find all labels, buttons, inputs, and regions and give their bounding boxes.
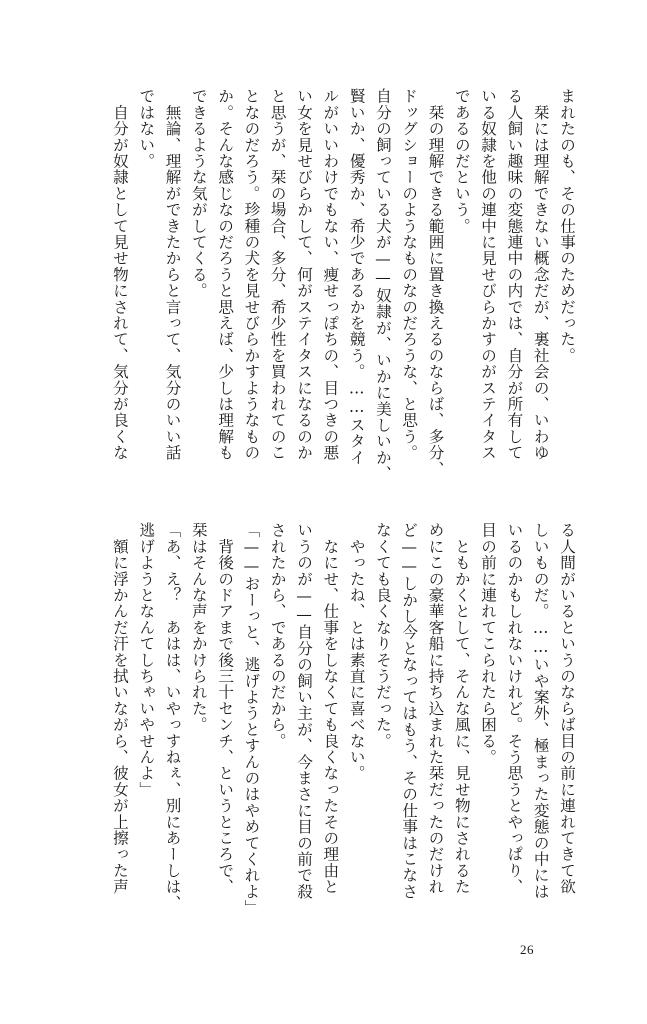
text-line: ともかくとして、そんな風に、見せ物にされるた [452, 522, 471, 895]
text-line: まれたのも、その仕事のためだった。 [558, 88, 576, 364]
text-line: 賢いか、優秀か、希少であるかを競う。……スタイ [347, 88, 366, 466]
text-line: なくても良くなりそうだった。 [373, 522, 392, 749]
text-line: 「あ、え？ あはは、いやっすねぇ、別にあーしは、 [163, 522, 182, 911]
text-line: 自分が奴隷として見せ物にされて、気分が良くな [110, 88, 129, 461]
text-line: 無論、理解ができたからと言って、気分のいい話 [163, 88, 182, 461]
text-line: と思うが、栞の場合、多分、希少性を買われてのこ [268, 88, 287, 461]
text-line: ドッグショーのようなものなのだろうな、と思う。 [400, 88, 419, 461]
text-line: できるような気がしてくる。 [189, 88, 208, 299]
text-line: か。そんな感じなのだろうと思えば、少しは理解も [216, 88, 235, 461]
text-line: されたから、であるのだから。 [268, 522, 287, 749]
text-line: ではない。 [137, 88, 156, 169]
text-line: いるのかもしれないけれど。そう思うとやっぱり、 [505, 522, 524, 895]
text-line: 背後のドアまで後三十センチ、というところで、 [216, 522, 235, 895]
text-line: しいものだ。……いや案外、極まった変態の中には [531, 522, 550, 900]
page-number: 26 [520, 942, 534, 957]
text-block-top [106, 88, 580, 508]
text-line: いる奴隷を他の連中に見せびらかすのがステイタス [479, 88, 498, 461]
text-line: なにせ、仕事をしなくても良くなったその理由と [321, 522, 340, 895]
text-line: 額に浮かんだ汗を拭いながら、彼女が上擦った声 [110, 522, 129, 895]
text-line: 目の前に連れてこられたら困る。 [479, 522, 498, 765]
text-line: であるのだという。 [452, 88, 471, 234]
text-line: る人間がいるというのならば目の前に連れてきて欲 [558, 522, 576, 895]
text-line: めにこの豪華客船に持ち込まれた栞だったのだけれ [426, 522, 445, 895]
text-line: ど——しかし今となってはもう、その仕事はこなさ [400, 522, 419, 900]
text-line: 栞の理解できる範囲に置き換えるのならば、多分、 [426, 88, 445, 477]
text-block-bottom [106, 522, 580, 922]
text-line: い女を見せびらかして、何がステイタスになるのか [295, 88, 314, 461]
text-line: となのだろう。珍種の犬を見せびらかすようなもの [242, 88, 261, 461]
text-line: 自分の飼っている犬が——奴隷が、いかに美しいか、 [373, 88, 392, 482]
text-line: ルがいいわけでもない、痩せっぽちの、目つきの悪 [321, 88, 340, 461]
text-line: 逃げようとなんてしちゃいやせんよ」 [137, 522, 156, 798]
text-line: 「——おーっと、逃げようとすんのはやめてくれよ」 [242, 522, 261, 916]
text-line: る人飼い趣味の変態連中の内では、自分が所有して [505, 88, 524, 461]
text-line: やったね、とは素直に喜べない。 [347, 522, 366, 782]
text-line: 栞には理解できない概念だが、裏社会の、いわゆ [531, 88, 550, 461]
text-line: いうのが——自分の飼い主が、今まさに目の前で殺 [295, 522, 314, 900]
text-line: 栞はそんな声をかけられた。 [189, 522, 208, 733]
